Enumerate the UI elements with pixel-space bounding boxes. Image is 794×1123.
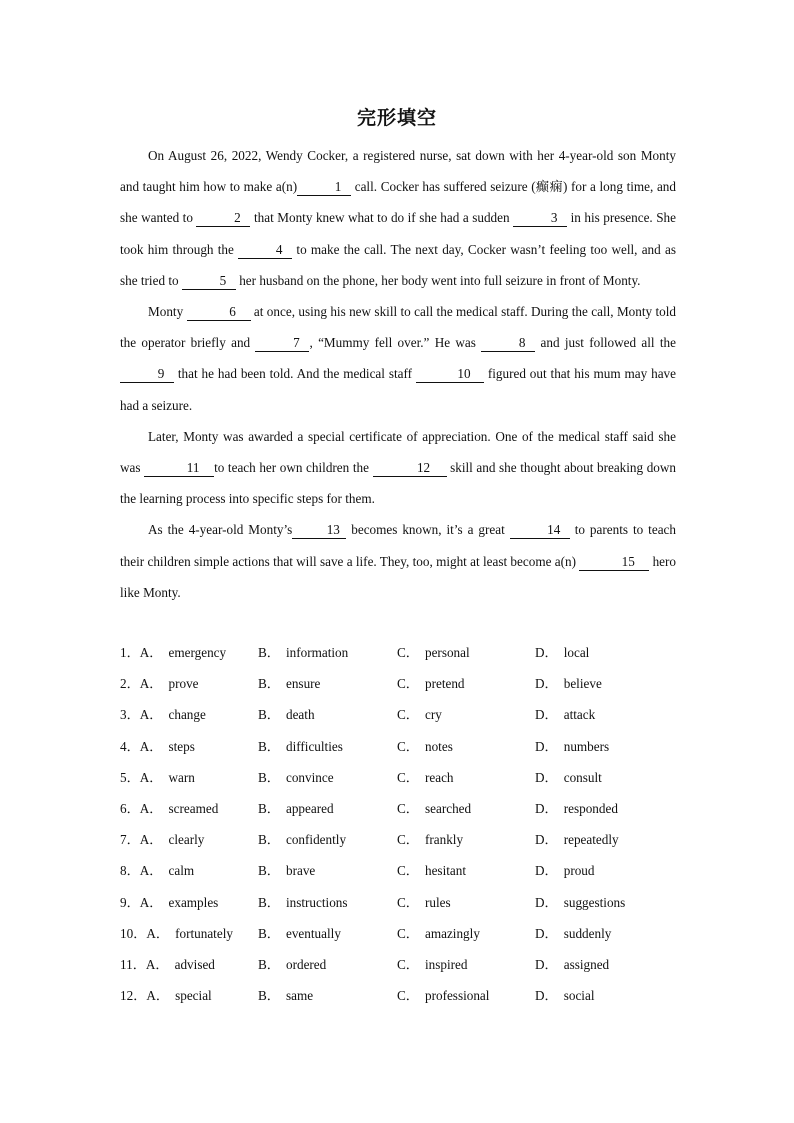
option-d — [535, 918, 611, 949]
option-c — [397, 731, 453, 762]
option-a — [120, 668, 199, 699]
option-letter: D． — [535, 800, 558, 816]
cloze-passage — [120, 140, 676, 608]
blank-1: 1 — [297, 179, 351, 196]
option-letter: D． — [535, 676, 558, 692]
option-a — [120, 762, 195, 793]
question-row — [120, 855, 680, 886]
option-text: prove — [168, 676, 199, 692]
option-text: change — [168, 707, 206, 723]
option-text: calm — [168, 863, 195, 879]
option-letter: B． — [258, 956, 280, 972]
option-d — [535, 855, 595, 886]
blank-2: 2 — [196, 210, 250, 227]
option-a — [120, 918, 233, 949]
option-letter: A． — [139, 832, 163, 848]
option-letter: D． — [535, 894, 558, 910]
option-c — [397, 949, 467, 980]
question-number: 8． — [120, 863, 140, 879]
option-text: suddenly — [563, 925, 612, 941]
option-c — [397, 824, 463, 855]
option-text: frankly — [424, 832, 464, 848]
question-row — [120, 637, 680, 668]
option-letter: C． — [397, 676, 419, 692]
question-number: 5． — [120, 769, 140, 785]
passage-text: and just followed all the — [535, 335, 676, 351]
option-letter: A． — [139, 738, 163, 754]
option-text: fortunately — [175, 925, 233, 941]
question-row — [120, 824, 680, 855]
option-b — [258, 699, 315, 730]
option-c — [397, 668, 465, 699]
option-text: proud — [563, 863, 595, 879]
option-d — [535, 668, 602, 699]
option-text: consult — [563, 769, 602, 785]
question-row — [120, 699, 680, 730]
option-text: screamed — [168, 800, 219, 816]
passage-text: call. Cocker has suffered seizure (癫痫) for a long time, and she wanted to — [120, 179, 676, 226]
question-row — [120, 668, 680, 699]
question-number: 9． — [120, 894, 140, 910]
option-c — [397, 762, 454, 793]
option-text: inspired — [424, 956, 468, 972]
option-text: repeatedly — [563, 832, 619, 848]
option-letter: A． — [139, 800, 163, 816]
option-c — [397, 855, 466, 886]
option-letter: A． — [139, 863, 163, 879]
option-letter: D． — [535, 925, 558, 941]
option-text: advised — [174, 956, 215, 972]
paragraph-3 — [120, 421, 676, 515]
question-number: 1． — [120, 645, 140, 660]
option-b — [258, 793, 334, 824]
option-text: convince — [285, 769, 334, 785]
option-text: emergency — [168, 645, 227, 660]
option-text: examples — [168, 894, 219, 910]
blank-4: 4 — [238, 242, 292, 259]
option-text: notes — [424, 738, 453, 754]
option-b — [258, 887, 348, 918]
option-letter: B． — [258, 894, 280, 910]
option-letter: B． — [258, 645, 280, 660]
option-d — [535, 980, 594, 1011]
question-row — [120, 731, 680, 762]
question-row — [120, 918, 680, 949]
option-text: professional — [424, 988, 490, 1004]
option-text: rules — [424, 894, 451, 910]
option-text: clearly — [168, 832, 205, 848]
blank-7: 7 — [255, 335, 309, 352]
option-text: information — [285, 645, 349, 660]
option-letter: C． — [397, 738, 419, 754]
option-a — [120, 824, 204, 855]
option-letter: C． — [397, 707, 419, 723]
blank-8: 8 — [481, 335, 535, 352]
option-letter: D． — [535, 832, 558, 848]
option-d — [535, 793, 618, 824]
option-text: social — [563, 988, 595, 1004]
question-row — [120, 980, 680, 1011]
passage-text: , “Mummy fell over.” He was — [309, 335, 482, 351]
blank-6: 6 — [187, 304, 251, 321]
page-title: 完形填空 — [356, 107, 437, 129]
blank-14: 14 — [510, 522, 570, 539]
question-number: 3． — [120, 707, 140, 723]
option-text: instructions — [285, 894, 348, 910]
option-text: ensure — [285, 676, 321, 692]
option-d — [535, 949, 609, 980]
passage-text: at once, using his new skill to call the medical staff. During the call, Monty told the operator briefly and — [120, 304, 677, 351]
option-text: searched — [424, 800, 472, 816]
passage-text: On August 26, 2022, Wendy Cocker, a registered nurse, sat down with her 4-year-old son Monty and taught him how to make a(n) — [120, 148, 676, 195]
option-letter: D． — [535, 707, 558, 723]
passage-text: her husband on the phone, her body went into full seizure in front of Monty. — [235, 272, 641, 288]
option-letter: A． — [139, 676, 163, 692]
passage-text: Monty — [148, 304, 187, 320]
option-text: special — [175, 988, 212, 1004]
option-text: cry — [424, 707, 442, 723]
question-options — [120, 637, 680, 1011]
option-letter: D． — [535, 988, 558, 1004]
option-text: ordered — [285, 956, 327, 972]
option-d — [535, 762, 602, 793]
option-text: appeared — [285, 800, 334, 816]
option-c — [397, 980, 489, 1011]
passage-text: Later, Monty was awarded a special certificate of appreciation. One of the medical staff said she was — [120, 428, 676, 476]
option-a — [120, 637, 226, 668]
option-text: local — [563, 645, 590, 660]
option-text: warn — [168, 769, 195, 785]
option-letter: D． — [535, 738, 558, 754]
option-letter: C． — [397, 645, 419, 660]
option-letter: C． — [397, 769, 419, 785]
option-text: believe — [563, 676, 602, 692]
option-text: eventually — [285, 925, 341, 941]
option-letter: B． — [258, 707, 280, 723]
option-letter: A． — [139, 645, 163, 660]
passage-text: to make the call. The next day, Cocker wasn’t feeling too well, and as she tried to — [120, 241, 676, 288]
option-letter: B． — [258, 769, 280, 785]
option-letter: C． — [397, 863, 419, 879]
paragraph-2 — [120, 296, 676, 421]
option-a — [120, 855, 194, 886]
option-d — [535, 699, 595, 730]
paragraph-4 — [120, 514, 676, 608]
passage-text: becomes known, it’s a great — [346, 522, 510, 538]
option-text: assigned — [563, 956, 610, 972]
option-c — [397, 793, 471, 824]
blank-11: 11 — [144, 460, 214, 477]
passage-text: that he had been told. And the medical staff — [174, 366, 416, 382]
passage-text: hero like Monty. — [120, 553, 676, 600]
option-letter: B． — [258, 988, 280, 1004]
option-letter: D． — [535, 956, 558, 972]
question-number: 11． — [120, 956, 146, 972]
question-row — [120, 762, 680, 793]
option-b — [258, 824, 346, 855]
option-letter: C． — [397, 956, 419, 972]
option-d — [535, 731, 609, 762]
option-letter: D． — [535, 769, 558, 785]
question-number: 12． — [120, 988, 147, 1004]
option-letter: A． — [139, 707, 163, 723]
option-letter: C． — [397, 894, 419, 910]
option-letter: C． — [397, 988, 419, 1004]
option-d — [535, 637, 589, 668]
paragraph-1 — [120, 140, 676, 296]
option-c — [397, 918, 480, 949]
option-a — [120, 699, 206, 730]
option-text: pretend — [424, 676, 465, 692]
option-text: suggestions — [563, 894, 626, 910]
option-letter: B． — [258, 676, 280, 692]
option-letter: B． — [258, 738, 280, 754]
option-b — [258, 762, 334, 793]
question-number: 10． — [120, 925, 147, 941]
option-text: amazingly — [424, 925, 480, 941]
option-letter: D． — [535, 863, 558, 879]
option-b — [258, 918, 341, 949]
option-letter: C． — [397, 925, 419, 941]
option-text: confidently — [285, 832, 347, 848]
option-c — [397, 637, 470, 668]
blank-12: 12 — [373, 460, 447, 477]
blank-15: 15 — [579, 554, 649, 571]
option-c — [397, 887, 451, 918]
option-text: numbers — [563, 738, 610, 754]
option-letter: B． — [258, 863, 280, 879]
option-text: reach — [424, 769, 454, 785]
question-row — [120, 949, 680, 980]
question-row — [120, 887, 680, 918]
option-letter: A． — [146, 925, 170, 941]
option-b — [258, 980, 313, 1011]
option-text: steps — [168, 738, 195, 754]
option-a — [120, 980, 212, 1011]
option-d — [535, 887, 625, 918]
option-b — [258, 731, 343, 762]
option-letter: D． — [535, 645, 558, 660]
option-a — [120, 793, 218, 824]
blank-3: 3 — [513, 210, 567, 227]
option-letter: A． — [145, 956, 169, 972]
blank-10: 10 — [416, 366, 484, 383]
option-text: personal — [424, 645, 470, 660]
option-text: responded — [563, 800, 618, 816]
option-letter: C． — [397, 832, 419, 848]
option-text: same — [285, 988, 314, 1004]
option-text: death — [285, 707, 315, 723]
question-row — [120, 793, 680, 824]
option-letter: B． — [258, 925, 280, 941]
option-letter: C． — [397, 800, 419, 816]
question-number: 4． — [120, 738, 140, 754]
passage-text: skill and she thought about breaking down the learning process into specific steps for them. — [120, 460, 676, 507]
passage-text: figured out that his mum may have had a seizure. — [120, 366, 676, 413]
option-text: attack — [563, 707, 596, 723]
blank-5: 5 — [182, 273, 236, 290]
option-text: hesitant — [424, 863, 467, 879]
option-a — [120, 887, 218, 918]
option-text: brave — [285, 863, 316, 879]
question-number: 7． — [120, 832, 140, 848]
option-b — [258, 668, 320, 699]
option-letter: A． — [139, 769, 163, 785]
option-letter: B． — [258, 800, 280, 816]
option-letter: A． — [146, 988, 170, 1004]
option-a — [120, 949, 215, 980]
passage-text: As the 4-year-old Monty’s — [148, 522, 293, 538]
option-c — [397, 699, 442, 730]
passage-text: to teach her own children the — [214, 460, 373, 476]
passage-text: to parents to teach their children simple actions that will save a life. They, too, might at least become a(n) — [120, 522, 676, 569]
option-b — [258, 855, 315, 886]
option-b — [258, 949, 326, 980]
passage-text: in his presence. She took him through the — [120, 210, 677, 257]
question-number: 6． — [120, 800, 140, 816]
passage-text: that Monty knew what to do if she had a sudden — [250, 210, 514, 226]
option-letter: A． — [139, 894, 163, 910]
option-d — [535, 824, 619, 855]
option-text: difficulties — [285, 738, 343, 754]
question-number: 2． — [120, 676, 140, 692]
option-b — [258, 637, 348, 668]
blank-13: 13 — [292, 522, 346, 539]
option-letter: B． — [258, 832, 280, 848]
option-a — [120, 731, 195, 762]
blank-9: 9 — [120, 366, 174, 383]
